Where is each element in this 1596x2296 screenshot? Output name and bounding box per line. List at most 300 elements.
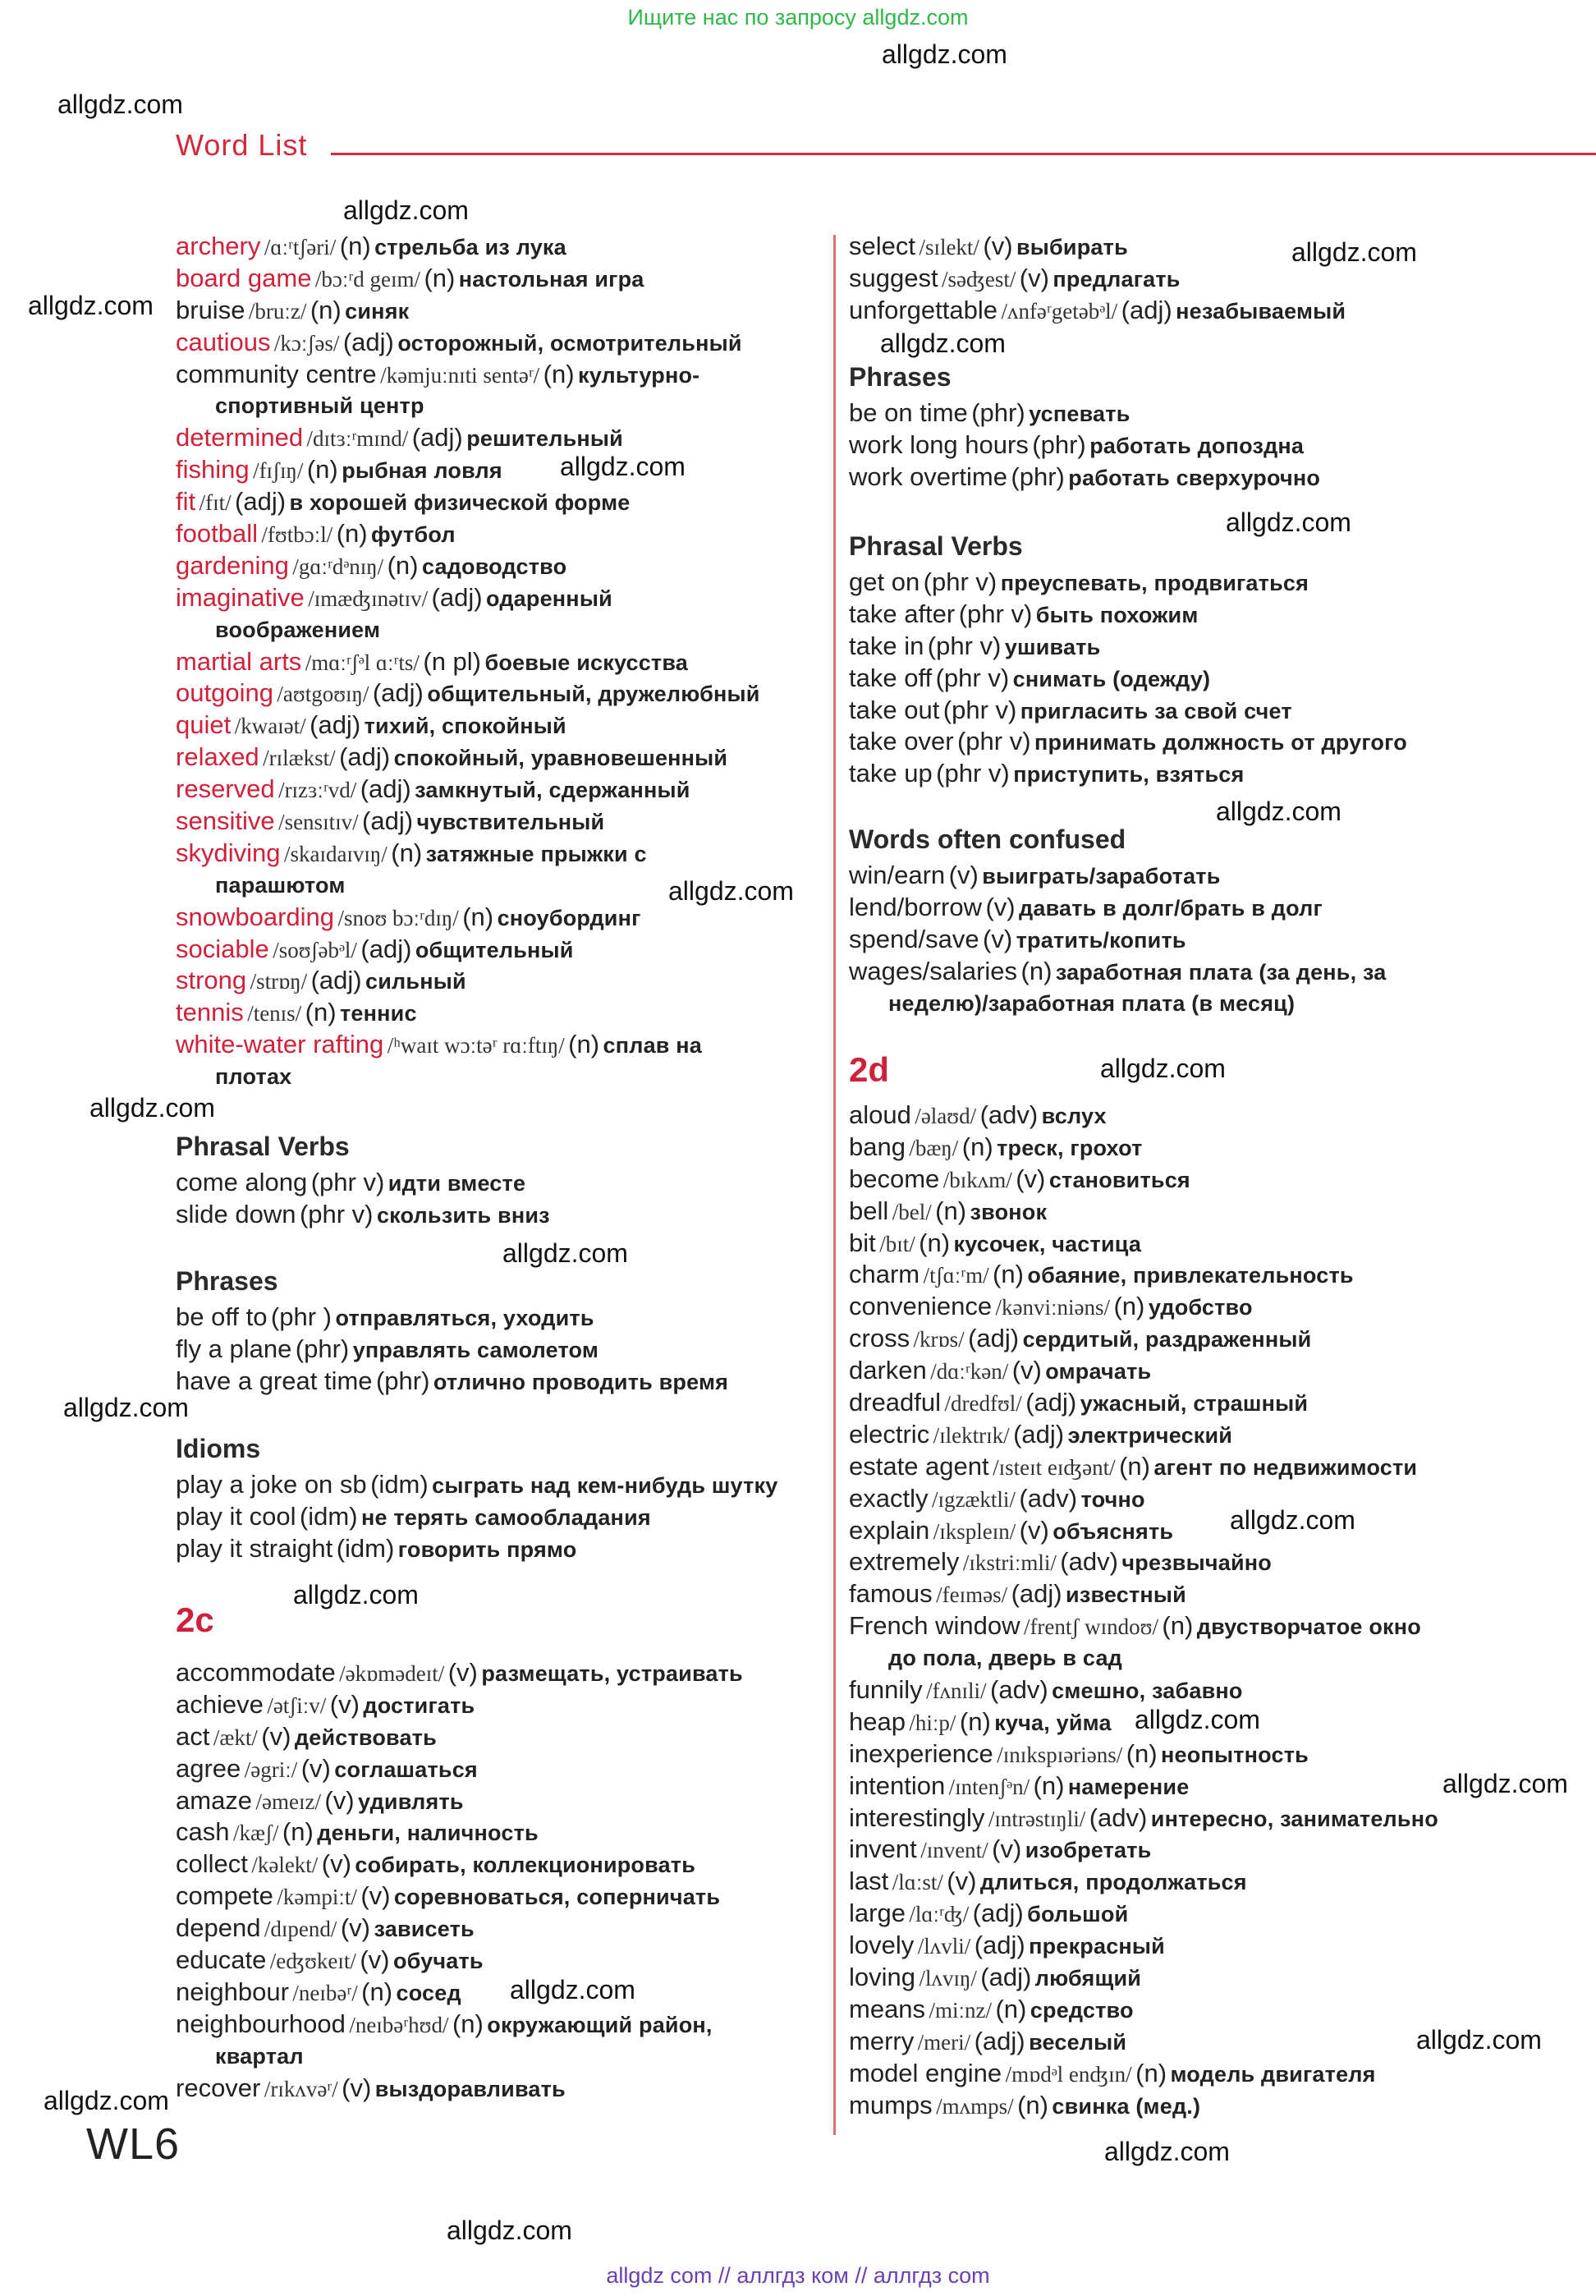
entry-transcription: /bruːz/ bbox=[248, 298, 307, 324]
watermark-text: allgdz.com bbox=[1291, 237, 1417, 267]
entry-transcription: /ɪkspleɪn/ bbox=[933, 1518, 1016, 1544]
entry-part-of-speech: (adj) bbox=[360, 934, 412, 963]
word-entry bbox=[176, 1880, 743, 1913]
entry-word: French window bbox=[849, 1611, 1020, 1641]
entry-transcription: /tʃɑːʳm/ bbox=[923, 1263, 989, 1288]
entry-part-of-speech: (v) bbox=[1019, 1515, 1049, 1545]
entry-transcription: /sɪlekt/ bbox=[919, 235, 979, 259]
entry-part-of-speech: (n) bbox=[1119, 1451, 1150, 1481]
entry-part-of-speech: (v) bbox=[1011, 1356, 1042, 1385]
entry-part-of-speech: (n) bbox=[1162, 1611, 1194, 1641]
entry-translation: скользить вниз bbox=[376, 1202, 550, 1228]
entry-part-of-speech: (phr v) bbox=[935, 663, 1010, 692]
word-entry bbox=[176, 1366, 728, 1398]
entry-part-of-speech: (phr ) bbox=[270, 1302, 332, 1331]
entry-translation: выздоравливать bbox=[374, 2076, 566, 2101]
entry-word: cautious bbox=[176, 327, 271, 356]
entry-part-of-speech: (v) bbox=[360, 1945, 390, 1975]
entry-transcription: /fɪt/ bbox=[199, 490, 232, 516]
entry-part-of-speech: (phr v) bbox=[310, 1168, 385, 1196]
entry-part-of-speech: (phr) bbox=[375, 1366, 430, 1395]
phrasal-verbs-section bbox=[849, 526, 1407, 790]
entry-part-of-speech: (n) bbox=[959, 1706, 991, 1736]
entry-continuation bbox=[176, 614, 760, 646]
word-entry bbox=[849, 1132, 1438, 1164]
entry-part-of-speech: (n) bbox=[310, 295, 342, 324]
entry-word: accommodate bbox=[176, 1658, 336, 1687]
word-entry bbox=[849, 2026, 1438, 2058]
entry-translation: намерение bbox=[1067, 1774, 1190, 1799]
word-entry bbox=[849, 1100, 1438, 1132]
word-entry bbox=[176, 709, 760, 742]
word-entry bbox=[176, 1689, 743, 1721]
entry-translation: замкнутый, сдержанный bbox=[415, 778, 690, 803]
watermark-text: allgdz.com bbox=[343, 195, 469, 225]
entry-word: sociable bbox=[176, 934, 269, 963]
entry-part-of-speech: (phr v) bbox=[956, 727, 1031, 756]
entry-part-of-speech: (n) bbox=[336, 519, 368, 549]
entry-part-of-speech: (v) bbox=[324, 1785, 355, 1815]
entry-word: cash bbox=[176, 1817, 230, 1847]
entry-translation: общительный, дружелюбный bbox=[427, 682, 760, 707]
top-search-banner: Ищите нас по запросу allgdz.com bbox=[627, 5, 969, 30]
2d-section bbox=[849, 1049, 1438, 2122]
entry-translation: интересно, занимательно bbox=[1150, 1806, 1438, 1831]
entry-part-of-speech: (v) bbox=[947, 1867, 977, 1896]
entry-transcription: /lɑːʳʤ/ bbox=[909, 1902, 970, 1927]
entry-word: aloud bbox=[849, 1100, 911, 1129]
watermark-text: allgdz.com bbox=[63, 1393, 189, 1422]
entry-translation: говорить прямо bbox=[397, 1536, 577, 1562]
entry-word: board game bbox=[176, 263, 312, 292]
idioms-section bbox=[176, 1428, 777, 1565]
entry-translation: обаяние, привлекательность bbox=[1027, 1263, 1354, 1288]
entry-part-of-speech: (n) bbox=[993, 1260, 1024, 1289]
entry-transcription: /kənviːniəns/ bbox=[995, 1295, 1111, 1320]
entry-word: quiet bbox=[176, 710, 232, 740]
entry-translation: осторожный, осмотрительный bbox=[397, 330, 742, 356]
word-entry bbox=[176, 2009, 743, 2041]
entry-word: mumps bbox=[849, 2090, 933, 2119]
entry-part-of-speech: (adj) bbox=[411, 423, 463, 452]
entry-part-of-speech: (n) bbox=[995, 1994, 1027, 2023]
entry-part-of-speech: (adv) bbox=[1060, 1547, 1118, 1577]
entry-translation: чувствительный bbox=[416, 810, 605, 835]
entry-word: outgoing bbox=[176, 678, 273, 708]
word-entry bbox=[849, 1962, 1438, 1994]
entry-translation: в хорошей физической форме bbox=[289, 490, 631, 516]
entry-word: imaginative bbox=[176, 582, 305, 612]
entry-transcription: /ɪkstriːmli/ bbox=[962, 1550, 1057, 1576]
entry-word: large bbox=[849, 1899, 906, 1928]
word-entry bbox=[176, 1785, 743, 1817]
title-divider bbox=[331, 153, 1596, 155]
entry-word: archery bbox=[176, 232, 261, 260]
entry-part-of-speech: (phr v) bbox=[936, 759, 1010, 788]
entry-part-of-speech: (phr v) bbox=[923, 567, 998, 596]
entry-transcription: /ɪsteɪt eɪʤənt/ bbox=[993, 1454, 1116, 1480]
entry-translation: веселый bbox=[1029, 2029, 1127, 2055]
word-entry bbox=[849, 263, 1346, 295]
entry-word: take off bbox=[849, 663, 933, 692]
entry-word: unforgettable bbox=[849, 295, 998, 324]
word-entry bbox=[849, 1387, 1438, 1419]
entry-translation: чрезвычайно bbox=[1121, 1550, 1272, 1576]
entry-translation-continued: неделю)/заработная плата (в месяц) bbox=[888, 990, 1296, 1016]
entry-translation: быть похожим bbox=[1035, 602, 1199, 627]
entry-translation: действовать bbox=[294, 1724, 437, 1750]
entry-word: fishing bbox=[176, 455, 250, 484]
word-entry bbox=[849, 1770, 1438, 1802]
entry-transcription: /fʌnɪli/ bbox=[926, 1678, 987, 1704]
entry-translation: футбол bbox=[371, 522, 456, 548]
word-entry bbox=[176, 263, 760, 295]
entry-part-of-speech: (adj) bbox=[1011, 1579, 1062, 1609]
entry-transcription: /skaɪdaɪvɪŋ/ bbox=[283, 841, 388, 866]
entry-part-of-speech: (adj) bbox=[339, 742, 391, 772]
entry-word: heap bbox=[849, 1706, 906, 1736]
entry-part-of-speech: (n) bbox=[1126, 1738, 1158, 1768]
entry-translation: незабываемый bbox=[1176, 298, 1346, 324]
entry-transcription: /kæʃ/ bbox=[232, 1821, 279, 1846]
entry-part-of-speech: (n) bbox=[306, 455, 338, 484]
word-entry bbox=[849, 1164, 1438, 1196]
word-entry bbox=[849, 1546, 1438, 1578]
entry-word: be on time bbox=[849, 398, 968, 427]
entry-translation: теннис bbox=[339, 1001, 417, 1026]
entry-word: relaxed bbox=[176, 742, 259, 772]
page-title: Word List bbox=[176, 128, 308, 162]
word-entry bbox=[849, 231, 1346, 263]
word-entry bbox=[849, 631, 1407, 663]
entry-part-of-speech: (adj) bbox=[974, 2026, 1025, 2055]
entry-translation-continued: квартал bbox=[215, 2043, 304, 2069]
entry-word: come along bbox=[176, 1168, 308, 1196]
vocabulary-section bbox=[176, 231, 760, 1093]
entry-part-of-speech: (n) bbox=[361, 1977, 393, 2006]
word-entry bbox=[176, 742, 760, 774]
entry-word: bang bbox=[849, 1132, 906, 1161]
watermark-text: allgdz.com bbox=[1135, 1705, 1260, 1734]
entry-transcription: /bæŋ/ bbox=[909, 1135, 959, 1160]
entry-translation: зависеть bbox=[374, 1917, 475, 1942]
watermark-text: allgdz.com bbox=[1216, 797, 1341, 826]
entry-part-of-speech: (adj) bbox=[1121, 295, 1172, 324]
entry-part-of-speech: (n) bbox=[568, 1030, 600, 1059]
word-entry bbox=[176, 1977, 743, 2009]
entry-word: take over bbox=[849, 727, 954, 756]
watermark-text: allgdz.com bbox=[44, 2086, 169, 2115]
entry-part-of-speech: (adv) bbox=[990, 1675, 1048, 1705]
entry-continuation bbox=[176, 1061, 760, 1093]
word-entry bbox=[176, 1302, 728, 1334]
entry-transcription: /mʌmps/ bbox=[936, 2093, 1014, 2119]
entry-word: wages/salaries bbox=[849, 956, 1018, 985]
entry-translation: сплав на bbox=[603, 1033, 703, 1058]
entry-transcription: /gɑːʳdᵊnɪŋ/ bbox=[292, 553, 384, 579]
entry-translation: точно bbox=[1080, 1486, 1145, 1512]
watermark-text: allgdz.com bbox=[1226, 507, 1351, 537]
entry-translation: вслух bbox=[1041, 1104, 1107, 1128]
entry-transcription: /bel/ bbox=[892, 1199, 932, 1224]
entry-transcription: /mɑːʳʃᵊl ɑːʳts/ bbox=[305, 650, 420, 675]
entry-part-of-speech: (adv) bbox=[979, 1100, 1039, 1129]
entry-part-of-speech: (adj) bbox=[360, 774, 411, 804]
entry-part-of-speech: (n) bbox=[1033, 1770, 1065, 1800]
entry-continuation bbox=[849, 1642, 1438, 1674]
entry-word: take out bbox=[849, 695, 940, 724]
watermark-text: allgdz.com bbox=[560, 452, 686, 481]
entry-transcription: /bɪkʌm/ bbox=[942, 1167, 1012, 1192]
word-entry bbox=[849, 1802, 1438, 1835]
entry-word: take up bbox=[849, 759, 933, 788]
entry-word: play it straight bbox=[176, 1533, 333, 1563]
word-entry bbox=[176, 646, 760, 678]
entry-transcription: /əkɒmədeɪt/ bbox=[339, 1661, 445, 1686]
entry-word: darken bbox=[849, 1356, 927, 1385]
entry-word: fly a plane bbox=[176, 1334, 292, 1363]
entry-transcription: /rɪlækst/ bbox=[263, 746, 336, 771]
entry-word: fit bbox=[176, 487, 196, 517]
word-entry bbox=[849, 892, 1386, 924]
entry-translation: агент по недвижимости bbox=[1153, 1454, 1418, 1480]
entry-transcription: /əmeɪz/ bbox=[255, 1789, 321, 1814]
entry-translation: соревноваться, соперничать bbox=[393, 1885, 721, 1910]
entry-word: gardening bbox=[176, 550, 289, 580]
entry-translation-continued: спортивный центр bbox=[215, 393, 424, 419]
entry-transcription: /ətʃiːv/ bbox=[267, 1692, 327, 1718]
entry-translation: работать допоздна bbox=[1089, 433, 1305, 458]
entry-part-of-speech: (n) bbox=[961, 1132, 993, 1161]
entry-translation: затяжные прыжки с bbox=[425, 841, 647, 866]
entry-transcription: /səʤest/ bbox=[942, 266, 1016, 292]
word-entry bbox=[849, 397, 1320, 429]
watermark-text: allgdz.com bbox=[882, 39, 1007, 69]
entry-part-of-speech: (n) bbox=[339, 232, 371, 260]
entry-translation: рыбная ловля bbox=[342, 458, 502, 484]
entry-transcription: /aʊtgoʊɪŋ/ bbox=[277, 682, 369, 707]
entry-part-of-speech: (phr v) bbox=[958, 599, 1033, 628]
entry-part-of-speech: (v) bbox=[985, 892, 1016, 921]
entry-word: funnily bbox=[849, 1675, 923, 1705]
entry-part-of-speech: (adj) bbox=[968, 1324, 1020, 1353]
entry-translation: куча, уйма bbox=[994, 1710, 1112, 1735]
entry-word: football bbox=[176, 519, 258, 549]
word-entry bbox=[176, 327, 760, 359]
entry-word: spend/save bbox=[849, 924, 979, 953]
entry-translation: треск, грохот bbox=[997, 1135, 1143, 1160]
entry-part-of-speech: (n) bbox=[543, 359, 575, 388]
word-entry bbox=[849, 1355, 1438, 1387]
entry-translation: неопытность bbox=[1161, 1742, 1309, 1767]
entry-word: cross bbox=[849, 1324, 910, 1353]
entry-part-of-speech: (n) bbox=[462, 902, 494, 931]
word-entry bbox=[176, 295, 760, 327]
entry-word: take after bbox=[849, 599, 956, 628]
entry-transcription: /kəlekt/ bbox=[251, 1853, 319, 1878]
entry-part-of-speech: (v) bbox=[992, 1835, 1022, 1864]
entry-transcription: /əlaʊd/ bbox=[915, 1104, 977, 1128]
entry-transcription: /soʊʃəbᵊl/ bbox=[273, 937, 357, 962]
entry-transcription: /rɪzɜːʳvd/ bbox=[278, 778, 357, 803]
entry-part-of-speech: (n) bbox=[391, 838, 423, 867]
entry-word: amaze bbox=[176, 1785, 253, 1815]
watermark-text: allgdz.com bbox=[1442, 1769, 1568, 1798]
word-entry bbox=[176, 1029, 760, 1061]
entry-word: get on bbox=[849, 567, 920, 596]
entry-translation: любящий bbox=[1034, 1966, 1142, 1991]
entry-part-of-speech: (v) bbox=[1019, 263, 1049, 292]
entry-translation: удобство bbox=[1148, 1295, 1253, 1320]
entry-transcription: /kwaɪət/ bbox=[234, 714, 306, 739]
entry-word: bit bbox=[849, 1228, 876, 1257]
entry-word: tennis bbox=[176, 998, 244, 1027]
word-entry bbox=[849, 1674, 1438, 1706]
word-entry bbox=[176, 1199, 550, 1231]
entry-translation: работать сверхурочно bbox=[1068, 465, 1321, 490]
section-heading: 2d bbox=[849, 1050, 890, 1089]
word-entry bbox=[849, 1291, 1438, 1323]
word-entry bbox=[176, 774, 760, 806]
entry-translation: большой bbox=[1027, 1902, 1129, 1927]
entry-transcription: /hiːp/ bbox=[909, 1710, 956, 1735]
word-entry bbox=[849, 924, 1386, 956]
entry-transcription: /lɑːst/ bbox=[892, 1870, 943, 1895]
entry-part-of-speech: (n) bbox=[305, 998, 337, 1027]
entry-part-of-speech: (adj) bbox=[1013, 1419, 1065, 1449]
word-entry bbox=[176, 231, 760, 263]
entry-translation: ужасный, страшный bbox=[1080, 1391, 1309, 1417]
word-entry bbox=[176, 1945, 743, 1977]
entry-transcription: /lʌvɪŋ/ bbox=[919, 1966, 977, 1991]
word-entry bbox=[849, 1259, 1438, 1291]
entry-translation: садоводство bbox=[421, 553, 567, 579]
column-divider bbox=[833, 235, 836, 2135]
entry-word: community centre bbox=[176, 359, 377, 388]
entry-translation: преуспевать, продвигаться bbox=[1000, 571, 1309, 595]
entry-translation-continued: воображением bbox=[215, 617, 381, 642]
entry-part-of-speech: (adj) bbox=[310, 710, 361, 740]
entry-part-of-speech: (v) bbox=[1016, 1164, 1046, 1193]
entry-word: dreadful bbox=[849, 1388, 942, 1417]
entry-translation: кусочек, частица bbox=[953, 1231, 1142, 1256]
entry-transcription: /dredfʊl/ bbox=[944, 1391, 1022, 1417]
section-heading: Idioms bbox=[176, 1434, 261, 1463]
entry-transcription: /ɪnɪkspɪəriəns/ bbox=[997, 1742, 1123, 1767]
word-entry bbox=[849, 295, 1346, 327]
watermark-text: allgdz.com bbox=[1100, 1054, 1226, 1083]
entry-transcription: /rɪkʌvəʳ/ bbox=[264, 2076, 338, 2101]
entry-transcription: /dɑːʳkən/ bbox=[930, 1359, 1009, 1384]
entry-translation: становиться bbox=[1048, 1167, 1190, 1192]
entry-word: interestingly bbox=[849, 1802, 985, 1832]
2c-section bbox=[176, 1600, 743, 2104]
entry-part-of-speech: (v) bbox=[447, 1658, 478, 1687]
word-entry bbox=[176, 997, 760, 1029]
entry-transcription: /strɒŋ/ bbox=[250, 969, 308, 994]
entry-transcription: /ʰwaɪt wɔːtəʳ rɑːftɪŋ/ bbox=[387, 1033, 565, 1058]
watermark-text: allgdz.com bbox=[1416, 2025, 1542, 2055]
section-heading: Words often confused bbox=[849, 824, 1126, 854]
word-entry bbox=[849, 663, 1407, 695]
entry-part-of-speech: (n) bbox=[452, 2009, 484, 2038]
entry-transcription: /ɪlektrɪk/ bbox=[933, 1422, 1010, 1448]
word-entry bbox=[176, 1657, 743, 1689]
entry-word: slide down bbox=[176, 1199, 296, 1228]
entry-word: martial arts bbox=[176, 646, 302, 676]
entry-translation: сноубординг bbox=[497, 905, 641, 930]
vocabulary-section bbox=[849, 231, 1346, 327]
entry-part-of-speech: (v) bbox=[329, 1689, 360, 1719]
entry-part-of-speech: (idm) bbox=[370, 1470, 429, 1499]
word-entry bbox=[176, 1533, 777, 1565]
entry-part-of-speech: (phr v) bbox=[299, 1199, 374, 1228]
entry-part-of-speech: (adv) bbox=[1089, 1802, 1148, 1832]
entry-translation: настольная игра bbox=[458, 266, 644, 292]
word-entry bbox=[176, 1167, 550, 1199]
entry-translation: сильный bbox=[365, 969, 466, 994]
word-entry bbox=[849, 758, 1407, 790]
word-entry bbox=[176, 1913, 743, 1945]
entry-part-of-speech: (adj) bbox=[980, 1963, 1032, 1992]
entry-translation: двустворчатое окно bbox=[1196, 1614, 1421, 1640]
word-entry bbox=[176, 1469, 777, 1501]
watermark-text: allgdz.com bbox=[1230, 1505, 1355, 1535]
entry-part-of-speech: (phr) bbox=[1011, 461, 1065, 491]
entry-part-of-speech: (adj) bbox=[362, 806, 414, 836]
entry-translation: идти вместе bbox=[388, 1171, 526, 1196]
word-entry bbox=[849, 1898, 1438, 1930]
entry-translation: успевать bbox=[1029, 402, 1130, 426]
entry-transcription: /ɪmæʤɪnətɪv/ bbox=[308, 585, 429, 611]
entry-word: estate agent bbox=[849, 1451, 989, 1481]
watermark-text: allgdz.com bbox=[1104, 2137, 1230, 2166]
entry-part-of-speech: (v) bbox=[983, 924, 1013, 953]
entry-word: famous bbox=[849, 1579, 933, 1609]
entry-translation: тихий, спокойный bbox=[364, 714, 566, 739]
entry-transcription: /dɪpend/ bbox=[264, 1917, 337, 1942]
watermark-text: allgdz.com bbox=[502, 1238, 628, 1268]
entry-word: neighbour bbox=[176, 1977, 289, 2006]
entry-translation: длиться, продолжаться bbox=[979, 1870, 1247, 1895]
entry-translation: решительный bbox=[466, 426, 623, 452]
watermark-text: allgdz.com bbox=[447, 2216, 572, 2245]
entry-transcription: /krɒs/ bbox=[913, 1327, 965, 1352]
entry-transcription: /kəmpiːt/ bbox=[277, 1885, 357, 1910]
word-entry bbox=[849, 956, 1386, 988]
word-entry bbox=[849, 695, 1407, 727]
entry-translation-continued: плотах bbox=[215, 1064, 292, 1090]
word-entry bbox=[849, 1866, 1438, 1898]
watermark-text: allgdz.com bbox=[880, 328, 1006, 358]
entry-translation: приступить, взяться bbox=[1013, 762, 1245, 788]
entry-part-of-speech: (n pl) bbox=[423, 646, 482, 676]
watermark-text: allgdz.com bbox=[89, 1093, 215, 1123]
word-entry bbox=[176, 550, 760, 582]
section-heading: Phrasal Verbs bbox=[176, 1132, 350, 1161]
word-entry bbox=[849, 2058, 1438, 2090]
entry-transcription: /sensɪtɪv/ bbox=[278, 810, 359, 835]
watermark-text: allgdz.com bbox=[510, 1975, 635, 2004]
entry-word: intention bbox=[849, 1770, 946, 1800]
entry-word: work overtime bbox=[849, 461, 1007, 491]
entry-part-of-speech: (n) bbox=[424, 263, 456, 292]
entry-part-of-speech: (v) bbox=[360, 1881, 391, 1911]
entry-translation: соглашаться bbox=[334, 1756, 478, 1782]
section-heading: Phrasal Verbs bbox=[849, 531, 1023, 561]
entry-word: extremely bbox=[849, 1547, 960, 1577]
word-entry bbox=[176, 1753, 743, 1785]
